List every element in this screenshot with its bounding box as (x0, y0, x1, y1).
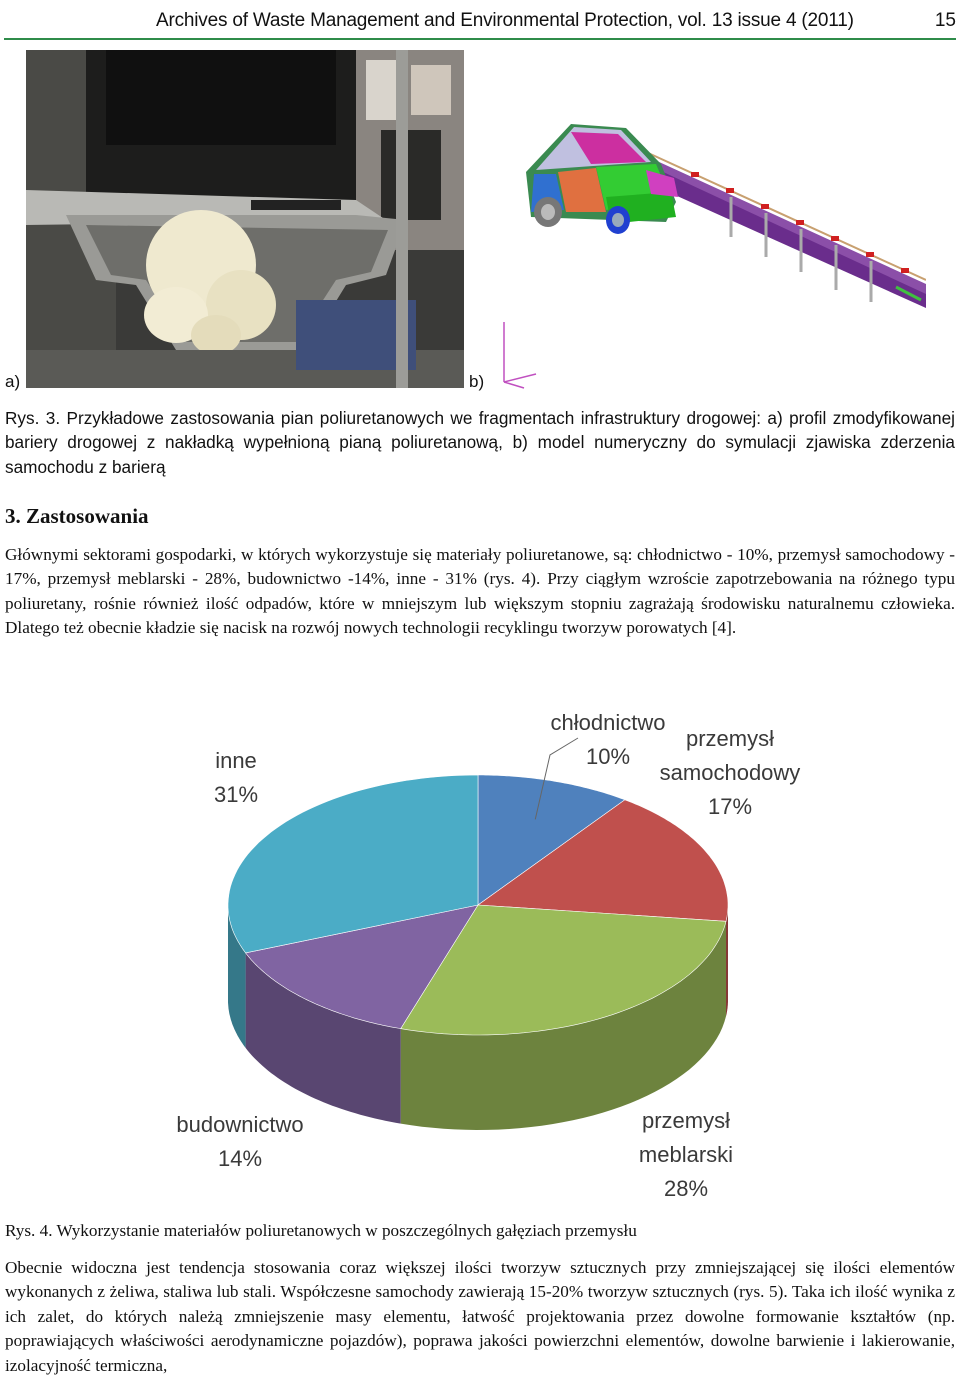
pie-value-label-4: 31% (213, 782, 259, 807)
figure-label-b: b) (469, 372, 485, 391)
pie-category-label-3: budownictwo (176, 1112, 304, 1137)
pie-category-label-1: samochodowy (659, 760, 801, 785)
pie-category-label-2: przemysł (641, 1108, 731, 1133)
pie-side-1 (726, 905, 728, 1016)
pie-value-label-2: 28% (663, 1176, 709, 1201)
pie-value-label-3: 14% (217, 1146, 263, 1171)
pie-chart-svg (170, 700, 830, 1210)
figure4-caption: Rys. 4. Wykorzystanie materiałów poliuretanowych w poszczególnych gałęziach przemysłu (5, 1221, 637, 1240)
pie-chart (170, 700, 830, 1210)
page-header (0, 0, 960, 38)
page-number: 15 (934, 10, 956, 31)
pie-category-label-0: chłodnictwo (550, 710, 666, 735)
section-body: Głównymi sektorami gospodarki, w których wykorzystuje się materiały poliuretanowe, są: chłodnictwo - 10%, przemysł samochodowy - 17%, przemysł meblarski - 28%, budownictwo -14%, inne - 31% (rys. 4). Przy ciągłym wzroście zapotrzebowania na różnego typu poliuretany, rośnie również ilość odpadów, które w mniejszym lub większym stopniu zagrażają środowisku naturalnemu człowieka. Dlatego też obecnie kładzie się nacisk na rozwój nowych technologii recyklingu tworzyw porowatych [4]. (5, 545, 955, 638)
section-title: 3. Zastosowania (5, 504, 149, 528)
figure3-caption: Rys. 3. Przykładowe zastosowania pian poliuretanowych we fragmentach infrastruktury drogowej: a) profil zmodyfikowanej bariery drogowej z nakładką wypełnioną pianą poliuretanową, b) model numeryczny do symulacji zjawiska zderzenia samochodu z barierą (5, 408, 955, 477)
barrier-profile-photo (26, 50, 464, 388)
journal-title: Archives of Waste Management and Environmental Protection, vol. 13 issue 4 (2011) (156, 10, 854, 31)
pie-category-label-4: inne (215, 748, 257, 773)
pie-top (228, 775, 728, 1035)
body-continuation: Obecnie widoczna jest tendencja stosowania coraz większej ilości tworzyw sztucznych przy zmniejszającej się ilości elementów wykonanych z żeliwa, staliwa lub stali. Współczesne samochody zawierają 15-20% tworzyw sztucznych (rys. 5). Taka ich ilość wynika z ich zalet, do których należą zmniejszenie masy elementu, łatwość projektowania przez dowolne formowanie kształtów (np. poprawiających właściwości aerodynamiczne pojazdów), poprawa jakości powierzchni elementów, dowolne barwienie i lakierowanie, izolacyjność termiczna, (5, 1258, 955, 1375)
car-barrier-model (496, 112, 926, 390)
header-rule (4, 38, 956, 40)
pie-value-label-1: 17% (707, 794, 753, 819)
pie-category-label-2: meblarski (638, 1142, 734, 1167)
pie-value-label-0: 10% (585, 744, 631, 769)
pie-category-label-1: przemysł (685, 726, 775, 751)
figure-label-a: a) (5, 372, 21, 391)
